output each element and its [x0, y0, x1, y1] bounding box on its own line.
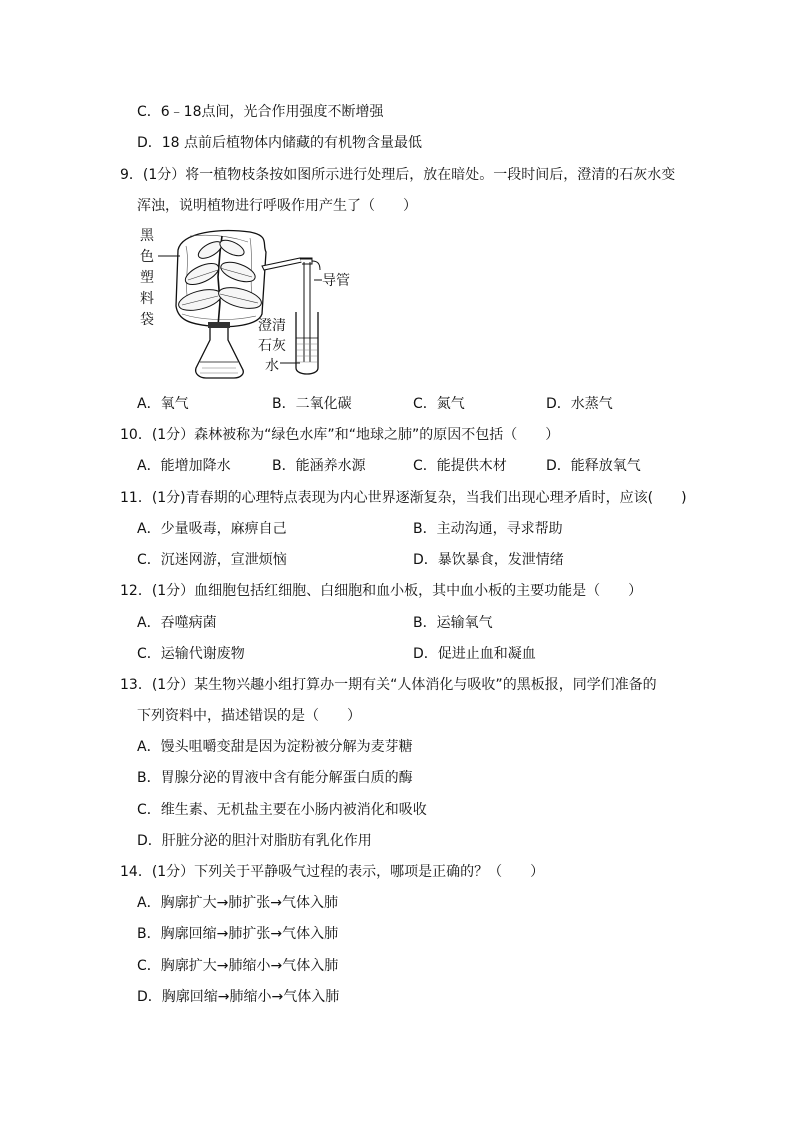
experiment-figure — [130, 222, 370, 387]
q10-stem: 10．(1分）森林被称为“绿色水库”和“地球之肺”的原因不包括（ ） — [120, 427, 560, 443]
q11-stem: 11．(1分)青春期的心理特点表现为内心世界逐渐复杂，当我们出现心理矛盾时，应该( ) — [120, 490, 687, 506]
tube-label: 导管 — [322, 273, 350, 289]
q9-option-a[interactable]: A．氧气 — [137, 396, 189, 412]
limewater-label-line: 澄清 — [258, 318, 286, 334]
q13-option-a[interactable]: A．馒头咀嚼变甜是因为淀粉被分解为麦芽糖 — [137, 739, 413, 755]
bag-label-char: 袋 — [140, 312, 154, 328]
q9-stem: 9．(1分）将一植物枝条按如图所示进行处理后，放在暗处。一段时间后，澄清的石灰水变 — [120, 167, 676, 183]
q13-option-c[interactable]: C．维生素、无机盐主要在小肠内被消化和吸收 — [137, 802, 427, 818]
q12-option-a[interactable]: A．吞噬病菌 — [137, 615, 217, 631]
bag-label-char: 塑 — [140, 270, 154, 286]
q10-option-a[interactable]: A．能增加降水 — [137, 458, 231, 474]
q8-option-c: C．6﹣18点间，光合作用强度不断增强 — [137, 104, 384, 120]
q11-option-b[interactable]: B．主动沟通，寻求帮助 — [413, 521, 563, 537]
q14-option-a[interactable]: A．胸廓扩大→肺扩张→气体入肺 — [137, 895, 339, 911]
q10-option-c[interactable]: C．能提供木材 — [413, 458, 507, 474]
q9-option-d[interactable]: D．水蒸气 — [546, 396, 613, 412]
q12-option-c[interactable]: C．运输代谢废物 — [137, 646, 245, 662]
q9-option-b[interactable]: B．二氧化碳 — [272, 396, 352, 412]
q10-option-d[interactable]: D．能释放氧气 — [546, 458, 641, 474]
q14-option-b[interactable]: B．胸廓回缩→肺扩张→气体入肺 — [137, 926, 339, 942]
q8-option-d: D．18 点前后植物体内储藏的有机物含量最低 — [137, 135, 423, 151]
bag-label-char: 黑 — [140, 228, 154, 244]
q14-option-d[interactable]: D．胸廓回缩→肺缩小→气体入肺 — [137, 989, 340, 1005]
limewater-label-line: 水 — [265, 358, 279, 374]
test-tube — [296, 312, 318, 374]
q9-option-c[interactable]: C．氮气 — [413, 396, 465, 412]
q9-stem-cont: 浑浊，说明植物进行呼吸作用产生了（ ） — [137, 198, 417, 214]
bag-tie — [208, 322, 230, 328]
flask — [196, 326, 244, 378]
q14-stem: 14．(1分）下列关于平静吸气过程的表示，哪项是正确的？（ ） — [120, 864, 545, 880]
outlet-pipe — [262, 258, 302, 270]
limewater-label-line: 石灰 — [258, 338, 286, 354]
q13-option-b[interactable]: B．胃腺分泌的胃液中含有能分解蛋白质的酶 — [137, 770, 413, 786]
q10-option-b[interactable]: B．能涵养水源 — [272, 458, 366, 474]
q13-stem-cont: 下列资料中，描述错误的是（ ） — [137, 708, 361, 724]
q14-option-c[interactable]: C．胸廓扩大→肺缩小→气体入肺 — [137, 958, 339, 974]
q13-stem: 13．(1分）某生物兴趣小组打算办一期有关“人体消化与吸收”的黑板报，同学们准备的 — [120, 677, 657, 693]
bag-label-char: 料 — [140, 291, 154, 307]
q13-option-d[interactable]: D．肝脏分泌的胆汁对脂肪有乳化作用 — [137, 833, 372, 849]
q11-option-c[interactable]: C．沉迷网游，宣泄烦恼 — [137, 552, 287, 568]
q11-option-a[interactable]: A．少量吸毒，麻痹自己 — [137, 521, 287, 537]
q12-option-d[interactable]: D．促进止血和凝血 — [413, 646, 536, 662]
q12-option-b[interactable]: B．运输氧气 — [413, 615, 493, 631]
q11-option-d[interactable]: D．暴饮暴食，发泄情绪 — [413, 552, 564, 568]
bag-label-char: 色 — [140, 249, 154, 265]
q12-stem: 12．(1分）血细胞包括红细胞、白细胞和血小板，其中血小板的主要功能是（ ） — [120, 583, 643, 599]
